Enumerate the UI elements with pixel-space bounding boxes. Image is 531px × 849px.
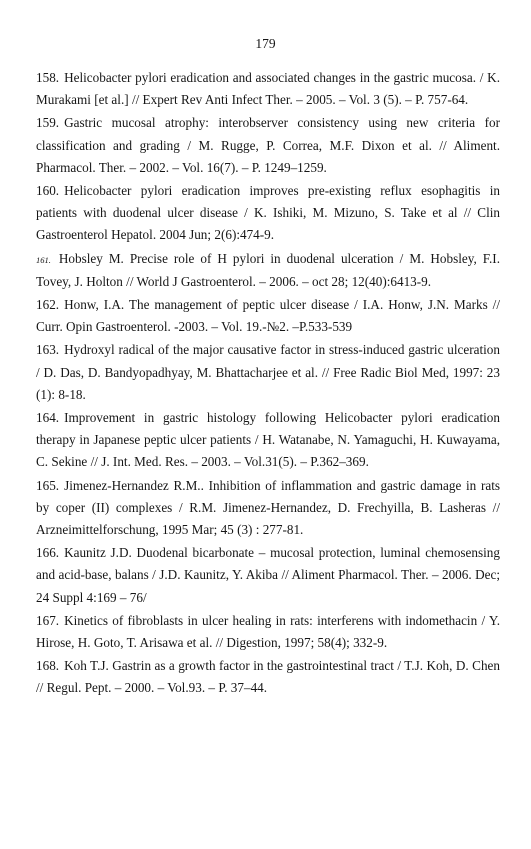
reference-160 — [36, 180, 500, 247]
reference-text: Hobsley M. Precise role of H pylori in duodenal ulceration / M. Hobsley, F.I. Tovey, J. Holton // World J Gastroenterol. – 2006. – oct 28; 12(40):6413-9. — [36, 250, 500, 289]
reference-number: 165. — [36, 477, 60, 493]
reference-text: Kinetics of fibroblasts in ulcer healing in rats: interferens with indomethacin / Y. Hirose, H. Goto, T. Arisawa et al. // Digestion, 1997; 58(4); 332-9. — [36, 612, 500, 651]
reference-168 — [36, 655, 500, 699]
reference-number: 167. — [36, 612, 60, 628]
reference-number: 159. — [36, 115, 60, 131]
reference-number: 166. — [36, 545, 60, 561]
reference-number: 160. — [36, 183, 60, 199]
reference-164 — [36, 407, 500, 474]
reference-text: Honw, I.A. The management of peptic ulcer disease / I.A. Honw, J.N. Marks // Curr. Opin Gastroenterol. -2003. – Vol. 19.-№2. –P.533-539 — [36, 297, 500, 335]
reference-number: 164. — [36, 410, 60, 426]
reference-163 — [36, 339, 500, 406]
reference-text: Improvement in gastric histology following Helicobacter pylori eradication therapy in Japanese peptic ulcer patients / H. Watanabe, N. Yamaguchi, H. Kuwayama, C. Sekine // J. Int. Med. Res. – 2003. – Vol.31(5). – P.362–369. — [36, 410, 500, 470]
reference-159 — [36, 112, 500, 179]
reference-167 — [36, 610, 500, 654]
reference-number: 163. — [36, 342, 60, 358]
reference-166 — [36, 542, 500, 609]
reference-text: Hydroxyl radical of the major causative factor in stress-induced gastric ulceration / D. Das, D. Bandyopadhyay, M. Bhattacharjee et al. // Free Radic Biol Med, 1997: 23 (1): 8-18. — [36, 342, 500, 402]
reference-158 — [36, 67, 500, 111]
reference-text: Koh T.J. Gastrin as a growth factor in the gastrointestinal tract / T.J. Koh, D. Chen // Regul. Pept. – 2000. – Vol.93. – P. 37–44. — [36, 658, 500, 696]
reference-text: Gastric mucosal atrophy: interobserver consistency using new criteria for classification and grading / M. Rugge, P. Correa, M.F. Dixon et al. // Aliment. Pharmacol. Ther. – 2002. – Vol. 16(7). – P. 1249–1259. — [36, 115, 500, 175]
reference-text: Jimenez-Hernandez R.M.. Inhibition of inflammation and gastric damage in rats by coper (II) complexes / R.M. Jimenez-Hernandez, D. Frechyilla, B. Lasheras // Arzneimittelforschung, 1995 Mar; 45 (3) : 277-81. — [36, 477, 500, 538]
reference-number: 161. — [36, 254, 51, 265]
reference-text: Kaunitz J.D. Duodenal bicarbonate – mucosal protection, luminal chemosensing and acid-base, balans / J.D. Kaunitz, Y. Akiba // Aliment Pharmacol. Ther. – 2006. Dec; 24 Suppl 4:169 – 76/ — [36, 545, 500, 605]
reference-list — [36, 67, 500, 701]
reference-number: 168. — [36, 658, 60, 674]
reference-number: 162. — [36, 297, 60, 313]
reference-161 — [36, 248, 500, 293]
reference-text: Helicobacter pylori eradication and associated changes in the gastric mucosa. / K. Murakami [et al.] // Expert Rev Anti Infect Ther. – 2005. – Vol. 3 (5). – P. 757-64. — [36, 70, 500, 108]
reference-165 — [36, 475, 500, 542]
reference-162 — [36, 294, 500, 338]
reference-text: Helicobacter pylori eradication improves pre-existing reflux esophagitis in patients with duodenal ulcer disease / K. Ishiki, M. Mizuno, S. Take et al // Clin Gastroenterol Hepatol. 2004 Jun; 2(6):474-9. — [36, 183, 500, 243]
reference-number: 158. — [36, 70, 60, 85]
page-number: 179 — [255, 36, 276, 51]
